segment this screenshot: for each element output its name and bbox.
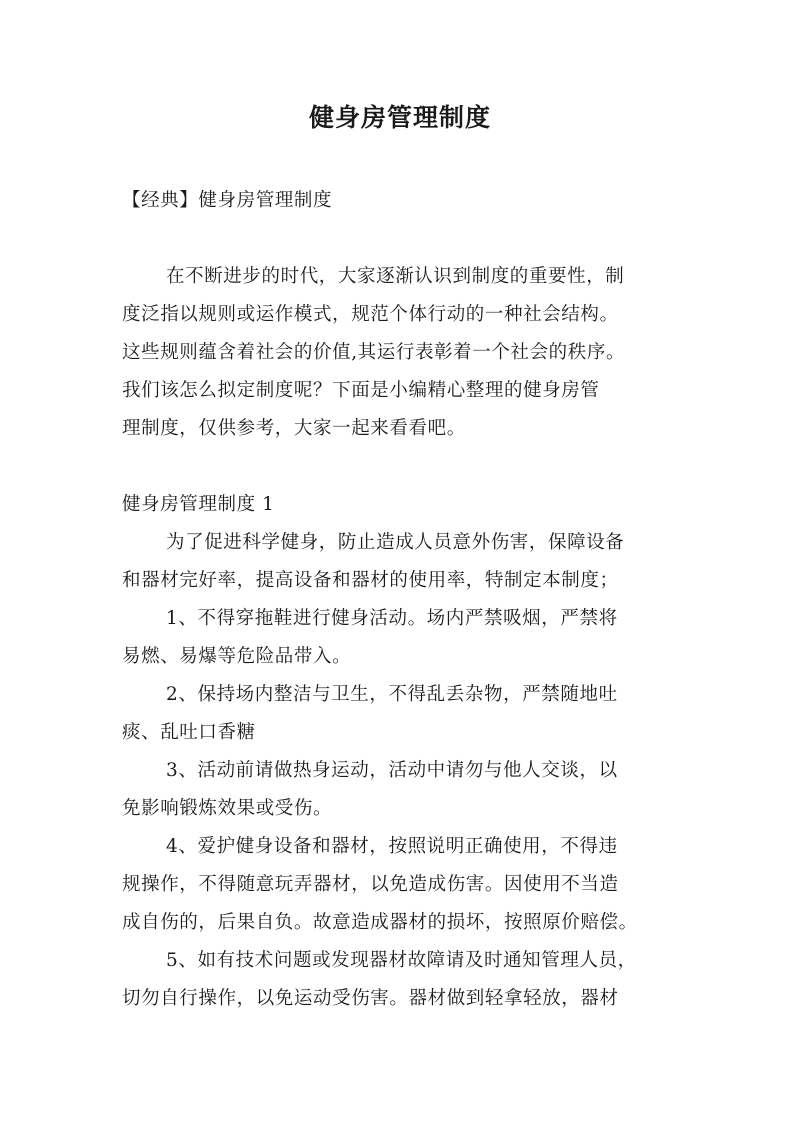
body-line: 2、保持场内整洁与卫生，不得乱丢杂物，严禁随地吐: [166, 684, 618, 705]
body-line: 免影响锻炼效果或受伤。: [122, 798, 333, 819]
body-line: 5、如有技术问题或发现器材故障请及时通知管理人员，: [166, 950, 637, 971]
intro-line: 理制度，仅供参考，大家一起来看看吧。: [122, 418, 466, 439]
body-line: 成自伤的，后果自负。故意造成器材的损坏，按照原价赔偿。: [122, 912, 638, 933]
intro-line: 我们该怎么拟定制度呢？下面是小编精心整理的健身房管: [122, 380, 600, 401]
body-line: 为了促进科学健身，防止造成人员意外伤害，保障设备: [166, 532, 625, 553]
body-line: 和器材完好率，提高设备和器材的使用率，特制定本制度；: [122, 570, 619, 591]
body-line: 4、爱护健身设备和器材，按照说明正确使用，不得违: [166, 836, 618, 857]
body-line: 切勿自行操作，以免运动受伤害。器材做到轻拿轻放，器材: [122, 988, 619, 1009]
section-heading: 健身房管理制度 1: [122, 494, 275, 515]
intro-line: 这些规则蕴含着社会的价值,其运行表彰着一个社会的秩序。: [122, 342, 626, 363]
body-line: 规操作，不得随意玩弄器材，以免造成伤害。因使用不当造: [122, 874, 619, 895]
body-line: 1、不得穿拖鞋进行健身活动。场内严禁吸烟，严禁将: [166, 608, 618, 629]
document-subtitle: 【经典】健身房管理制度: [122, 190, 333, 211]
intro-line: 在不断进步的时代，大家逐渐认识到制度的重要性，制: [166, 266, 625, 287]
body-line: 易燃、易爆等危险品带入。: [122, 646, 352, 667]
body-line: 3、活动前请做热身运动，活动中请勿与他人交谈，以: [166, 760, 618, 781]
intro-line: 度泛指以规则或运作模式，规范个体行动的一种社会结构。: [122, 304, 619, 325]
document-title: 健身房管理制度: [308, 103, 491, 132]
body-line: 痰、乱吐口香糖: [122, 722, 256, 743]
